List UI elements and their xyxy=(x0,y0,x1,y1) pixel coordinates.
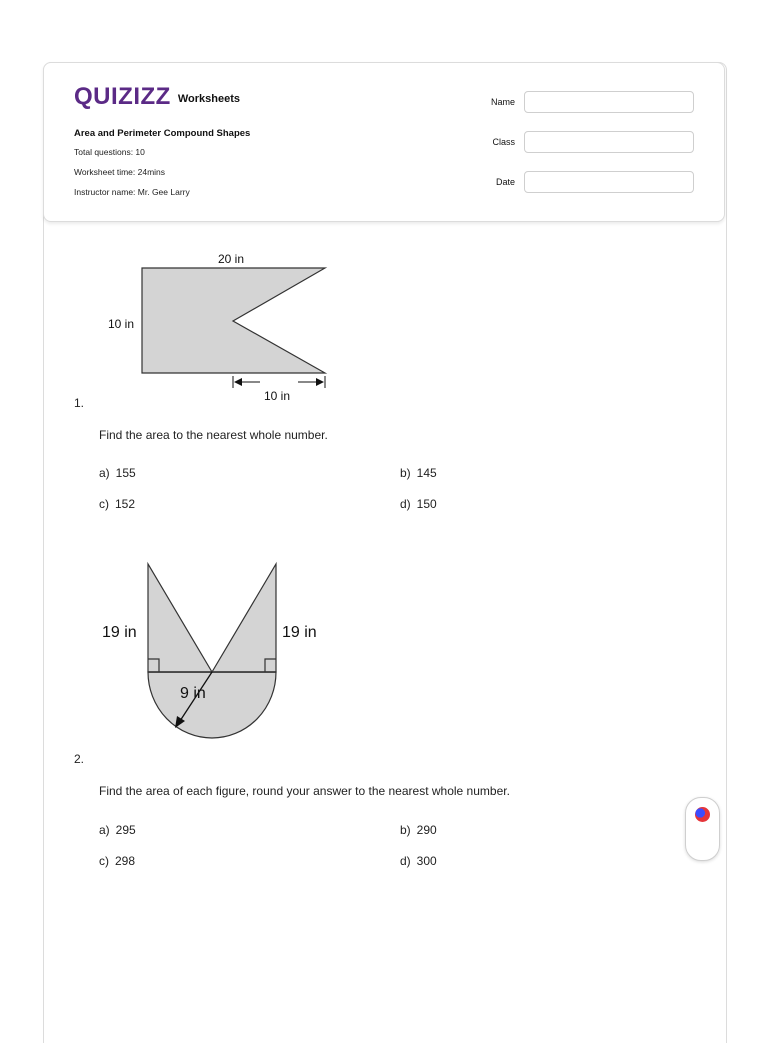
class-input[interactable] xyxy=(524,131,694,153)
option-value: 290 xyxy=(416,823,437,837)
label-radius: 9 in xyxy=(180,685,206,702)
label-left-height: 19 in xyxy=(102,624,137,641)
class-label: Class xyxy=(492,137,515,147)
label-left-length: 10 in xyxy=(108,317,135,331)
question-2-option-c[interactable] xyxy=(99,854,135,868)
option-value: 152 xyxy=(115,497,136,511)
assistant-icon xyxy=(695,807,710,822)
date-input[interactable] xyxy=(524,171,694,193)
option-letter: b) xyxy=(400,823,411,837)
semicircle-base xyxy=(148,672,276,738)
option-letter: d) xyxy=(400,497,411,511)
question-1-option-b[interactable] xyxy=(400,466,437,480)
question-2-option-b[interactable] xyxy=(400,823,437,837)
logo xyxy=(74,85,240,109)
option-value: 300 xyxy=(416,854,437,868)
option-value: 150 xyxy=(416,497,437,511)
date-label: Date xyxy=(495,177,515,187)
label-bottom-length: 10 in xyxy=(264,389,291,403)
compound-shape-notched-rectangle xyxy=(142,268,325,373)
option-value: 298 xyxy=(115,854,136,868)
option-value: 155 xyxy=(115,466,136,480)
question-2-prompt: Find the area of each figure, round your answer to the nearest whole number. xyxy=(99,784,510,798)
date-field xyxy=(475,171,694,193)
name-label: Name xyxy=(490,97,515,107)
logo-subtitle: Worksheets xyxy=(177,92,240,105)
instructor-name: Instructor name: Mr. Gee Larry xyxy=(74,187,190,197)
option-letter: a) xyxy=(99,823,110,837)
worksheet-header xyxy=(43,62,725,222)
question-1-prompt: Find the area to the nearest whole number. xyxy=(99,428,328,442)
arrowhead-left xyxy=(234,378,242,386)
question-1-figure xyxy=(100,248,340,408)
total-questions: Total questions: 10 xyxy=(74,147,145,157)
question-2-option-d[interactable] xyxy=(400,854,437,868)
question-1-option-d[interactable] xyxy=(400,497,437,511)
class-field xyxy=(475,131,694,153)
question-1-number: 1. xyxy=(74,396,85,410)
question-2-option-a[interactable] xyxy=(99,823,136,837)
arrowhead-right xyxy=(316,378,324,386)
worksheet-time: Worksheet time: 24mins xyxy=(74,167,166,177)
name-input[interactable] xyxy=(524,91,694,113)
logo-text: QUIZIZZ xyxy=(74,83,171,110)
worksheet-title: Area and Perimeter Compound Shapes xyxy=(74,128,251,139)
option-letter: a) xyxy=(99,466,110,480)
option-letter: b) xyxy=(400,466,411,480)
option-letter: d) xyxy=(400,854,411,868)
question-2-number: 2. xyxy=(74,752,85,766)
option-letter: c) xyxy=(99,497,109,511)
question-1-option-a[interactable] xyxy=(99,466,136,480)
label-right-height: 19 in xyxy=(282,624,317,641)
right-triangle xyxy=(212,564,276,672)
option-value: 295 xyxy=(115,823,136,837)
option-letter: c) xyxy=(99,854,109,868)
question-2-figure xyxy=(98,558,338,748)
label-top-length: 20 in xyxy=(218,252,245,266)
question-1-option-c[interactable] xyxy=(99,497,135,511)
floating-assistant-button[interactable] xyxy=(685,797,720,861)
name-field xyxy=(475,91,694,113)
option-value: 145 xyxy=(416,466,437,480)
left-triangle xyxy=(148,564,212,672)
